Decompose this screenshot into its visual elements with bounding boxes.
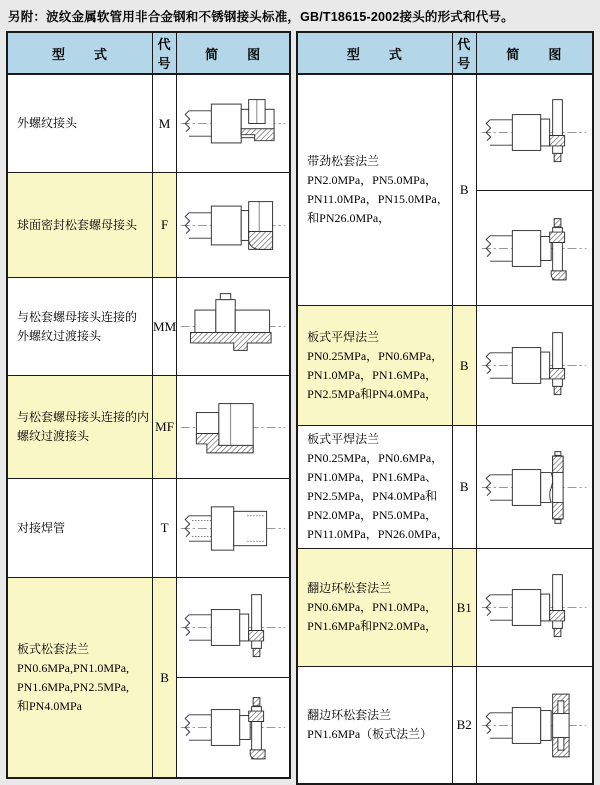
diagram-flanged-ring-loose-flange: [478, 570, 590, 645]
type-cell: [7, 376, 153, 479]
type-line: 带劲松套法兰: [307, 154, 380, 168]
type-line: 螺纹过渡接头: [17, 429, 90, 443]
code-cell: B1: [452, 549, 476, 667]
type-line: PN1.6MPa,PN2.5MPa,: [17, 679, 130, 694]
diagram-cell: [177, 376, 291, 479]
diagram-loose-flange-section: [177, 690, 289, 765]
left-joint-table: [6, 31, 291, 779]
header-type-label: 型 式: [7, 32, 153, 74]
type-line: PN0.6MPa,PN1.0MPa,: [17, 660, 130, 675]
table-row: [297, 549, 593, 667]
diagram-cell: [177, 173, 291, 278]
page-title: 另附：波纹金属软管用非合金钢和不锈钢接头标准，GB/T18615-2002接头的形式和代号。: [8, 10, 514, 24]
header-row: [297, 32, 593, 74]
type-line: PN2.5MPa和PN4.0MPa，: [307, 386, 438, 401]
diagram-butt-weld-pipe: [177, 491, 289, 566]
header-code-label: 代号: [153, 32, 177, 74]
code-cell: M: [153, 74, 177, 173]
code-cell: MM: [153, 278, 177, 376]
diagram-flat-weld-flange: [478, 450, 590, 525]
header-code-label: 代号: [452, 32, 476, 74]
diagram-loose-flange: [177, 590, 289, 665]
table-row: [297, 426, 593, 549]
type-line: PN1.6MPa（板式法兰）: [307, 727, 433, 741]
type-cell: [297, 426, 452, 549]
type-line: 球面密封松套螺母接头: [17, 217, 138, 232]
right-table-header: [297, 32, 593, 74]
code-cell: B: [452, 426, 476, 549]
type-line: 板式平焊法兰: [307, 432, 380, 446]
type-line: 翻边环松套法兰: [307, 581, 392, 595]
diagram-flanged-ring-plate-flange: [478, 688, 590, 763]
type-line: PN11.0MPa，PN15.0MPa，: [307, 192, 449, 206]
type-line: 和PN4.0MPa: [17, 698, 83, 713]
type-line: 对接焊管: [17, 520, 66, 535]
diagram-loose-flange-section: [478, 211, 590, 286]
diagram-cell: [177, 678, 291, 779]
diagram-loose-flange: [478, 95, 590, 170]
type-line: PN2.0MPa，PN5.0MPa，: [307, 173, 438, 187]
diagram-cell: [476, 549, 593, 667]
diagram-cell: [476, 74, 593, 191]
type-line: 与松套螺母接头连接的内: [17, 410, 150, 424]
type-line: 板式松套法兰: [17, 641, 90, 656]
type-cell: [297, 549, 452, 667]
table-row: [7, 74, 290, 173]
diagram-cell: [177, 578, 291, 678]
diagram-cell: [177, 479, 291, 578]
left-table-body: [7, 74, 290, 778]
tables-container: [0, 31, 600, 785]
diagram-cell: [177, 74, 291, 173]
type-line: 与松套螺母接头连接的: [17, 309, 138, 324]
diagram-cell: [476, 191, 593, 306]
header-type-label: 型 式: [297, 32, 452, 74]
code-cell: F: [153, 173, 177, 278]
type-cell: [7, 173, 153, 278]
table-row: [297, 306, 593, 426]
type-cell: [297, 306, 452, 426]
type-line: PN1.0MPa，PN1.6MPa，: [307, 367, 438, 382]
type-line: PN0.25MPa，PN0.6MPa，: [307, 348, 444, 363]
type-cell: [7, 74, 153, 173]
table-row: [7, 278, 290, 376]
diagram-double-male-adapter: [177, 289, 289, 364]
code-cell: B2: [452, 667, 476, 785]
type-line: 外螺纹接头: [17, 116, 78, 130]
diagram-spherical-loose-nut-joint: [177, 188, 289, 263]
table-row: [7, 376, 290, 479]
table-row: [7, 578, 290, 678]
table-row: [297, 667, 593, 785]
type-line: PN1.0MPa，PN1.6MPa、: [307, 470, 438, 484]
code-cell: MF: [153, 376, 177, 479]
type-cell: [7, 578, 153, 779]
table-row: [7, 173, 290, 278]
code-cell: B: [153, 578, 177, 779]
type-line: PN2.0MPa，PN5.0MPa，: [307, 508, 438, 522]
type-cell: [7, 479, 153, 578]
diagram-flat-weld-flange-plate: [478, 328, 590, 403]
code-cell: B: [452, 74, 476, 306]
type-line: PN11.0MPa，PN26.0MPa，: [307, 527, 449, 541]
diagram-cell: [177, 278, 291, 376]
diagram-cell: [476, 667, 593, 785]
type-line: 板式平焊法兰: [307, 329, 380, 344]
code-cell: T: [153, 479, 177, 578]
type-line: PN2.5MPa，PN4.0MPa和: [307, 489, 438, 503]
type-line: 翻边环松套法兰: [307, 708, 392, 722]
diagram-male-thread-joint: [177, 86, 289, 161]
type-line: 外螺纹过渡接头: [17, 328, 102, 343]
diagram-male-female-adapter: [177, 390, 289, 465]
diagram-cell: [476, 426, 593, 549]
type-cell: [297, 74, 452, 306]
table-row: [7, 479, 290, 578]
table-row: [297, 74, 593, 191]
type-line: PN1.6MPa和PN2.0MPa，: [307, 619, 438, 633]
right-joint-table: [296, 31, 594, 785]
code-cell: B: [452, 306, 476, 426]
type-cell: [297, 667, 452, 785]
left-table-header: [7, 32, 290, 74]
header-diagram-label: 简 图: [177, 32, 291, 74]
right-table-body: [297, 74, 593, 784]
type-cell: [7, 278, 153, 376]
type-line: 和PN26.0MPa，: [307, 211, 391, 225]
type-line: PN0.6MPa，PN1.0MPa，: [307, 600, 438, 614]
header-diagram-label: 简 图: [476, 32, 593, 74]
diagram-cell: [476, 306, 593, 426]
type-line: PN0.25MPa，PN0.6MPa，: [307, 451, 444, 465]
header-row: [7, 32, 290, 74]
